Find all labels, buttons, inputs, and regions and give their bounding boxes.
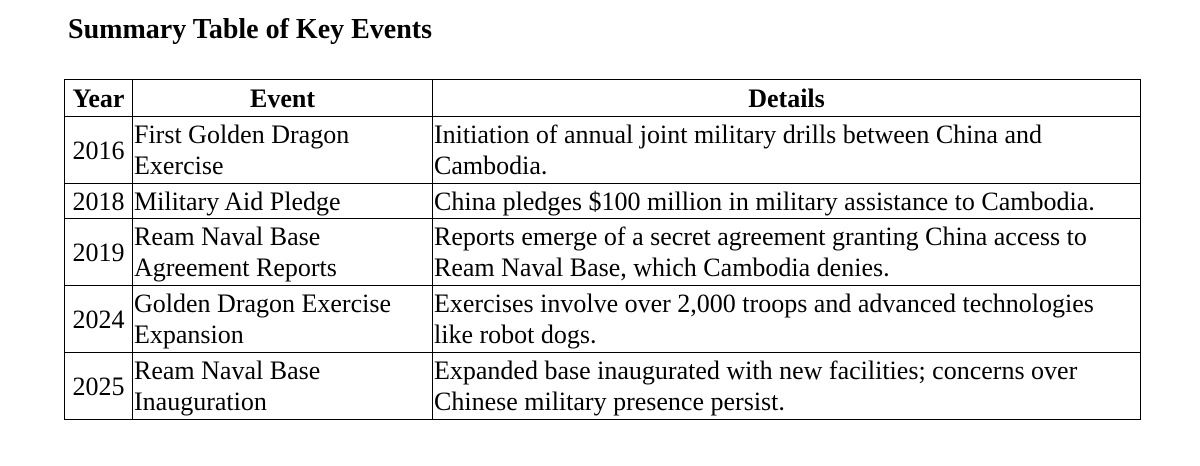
- event-cell: Ream Naval Base Inauguration: [133, 353, 433, 420]
- details-cell: Initiation of annual joint military drills between China and Cambodia.: [433, 117, 1141, 184]
- year-cell: 2019: [65, 219, 133, 286]
- year-cell: 2024: [65, 286, 133, 353]
- table-row: [65, 219, 1141, 286]
- table-row: [65, 117, 1141, 184]
- key-events-table: [64, 79, 1141, 420]
- column-header-year: Year: [65, 80, 133, 117]
- column-header-details: Details: [433, 80, 1141, 117]
- table-header-row: [65, 80, 1141, 117]
- table-row: [65, 353, 1141, 420]
- year-cell: 2018: [65, 184, 133, 219]
- details-cell: Reports emerge of a secret agreement granting China access to Ream Naval Base, which Cambodia denies.: [433, 219, 1141, 286]
- details-cell: Expanded base inaugurated with new facilities; concerns over Chinese military presence persist.: [433, 353, 1141, 420]
- page-title: Summary Table of Key Events: [68, 14, 433, 45]
- year-cell: 2016: [65, 117, 133, 184]
- details-cell: China pledges $100 million in military assistance to Cambodia.: [433, 184, 1141, 219]
- details-cell: Exercises involve over 2,000 troops and advanced technologies like robot dogs.: [433, 286, 1141, 353]
- event-cell: Golden Dragon Exercise Expansion: [133, 286, 433, 353]
- column-header-event: Event: [133, 80, 433, 117]
- table-row: [65, 286, 1141, 353]
- event-cell: First Golden Dragon Exercise: [133, 117, 433, 184]
- year-cell: 2025: [65, 353, 133, 420]
- table-row: [65, 184, 1141, 219]
- event-cell: Ream Naval Base Agreement Reports: [133, 219, 433, 286]
- event-cell: Military Aid Pledge: [133, 184, 433, 219]
